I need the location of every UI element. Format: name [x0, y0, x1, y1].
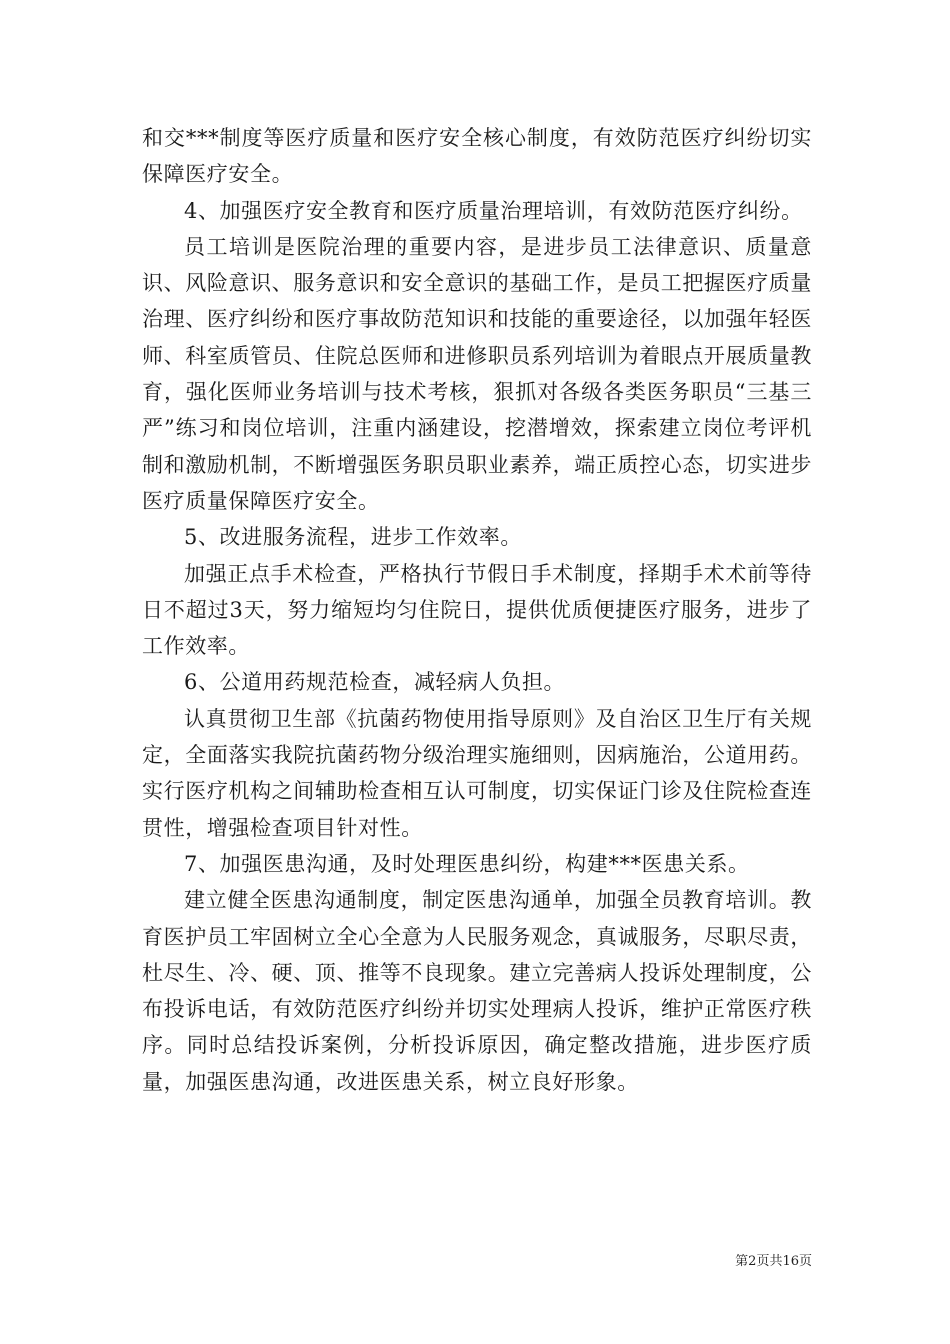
paragraph-9: 建立健全医患沟通制度，制定医患沟通单，加强全员教育培训。教育医护员工牢固树立全心全意为人民服务观念，真诚服务，尽职尽责，杜尽生、冷、硬、顶、推等不良现象。建立完善病人投诉处理制度，公布投诉电话，有效防范医疗纠纷并切实处理病人投诉，维护正常医疗秩序。同时总结投诉案例，分析投诉原因，确定整改措施，进步医疗质量，加强医患沟通，改进医患关系，树立良好形象。: [142, 888, 812, 1094]
paragraph-2-heading: 4、加强医疗安全教育和医疗质量治理培训，有效防范医疗纠纷。: [184, 198, 803, 223]
paragraph-4-heading: 5、改进服务流程，进步工作效率。: [184, 525, 522, 550]
paragraph-5: 加强正点手术检查，严格执行节假日手术制度，择期手术术前等待日不超过3天，努力缩短均匀住院日，提供优质便捷医疗服务，进步了工作效率。: [142, 561, 812, 659]
paragraph-8-heading: 7、加强医患沟通，及时处理医患纠纷，构建***医患关系。: [184, 851, 750, 876]
page-number-footer: 第2页共16页: [735, 1254, 812, 1269]
document-body: [142, 120, 812, 1100]
paragraph-7: 认真贯彻卫生部《抗菌药物使用指导原则》及自治区卫生厅有关规定，全面落实我院抗菌药物分级治理实施细则，因病施治，公道用药。实行医疗机构之间辅助检查相互认可制度，切实保证门诊及住院检查连贯性，增强检查项目针对性。: [142, 706, 812, 840]
paragraph-1: 和交***制度等医疗质量和医疗安全核心制度，有效防范医疗纠纷切实保障医疗安全。: [142, 126, 812, 187]
paragraph-6-heading: 6、公道用药规范检查，减轻病人负担。: [184, 670, 566, 695]
paragraph-3: 员工培训是医院治理的重要内容，是进步员工法律意识、质量意识、风险意识、服务意识和安全意识的基础工作，是员工把握医疗质量治理、医疗纠纷和医疗事故防范知识和技能的重要途径，以加强年轻医师、科室质管员、住院总医师和进修职员系列培训为着眼点开展质量教育，强化医师业务培训与技术考核，狠抓对各级各类医务职员“三基三严”练习和岗位培训，注重内涵建设，挖潜增效，探索建立岗位考评机制和激励机制，不断增强医务职员职业素养，端正质控心态，切实进步医疗质量保障医疗安全。: [142, 234, 812, 513]
